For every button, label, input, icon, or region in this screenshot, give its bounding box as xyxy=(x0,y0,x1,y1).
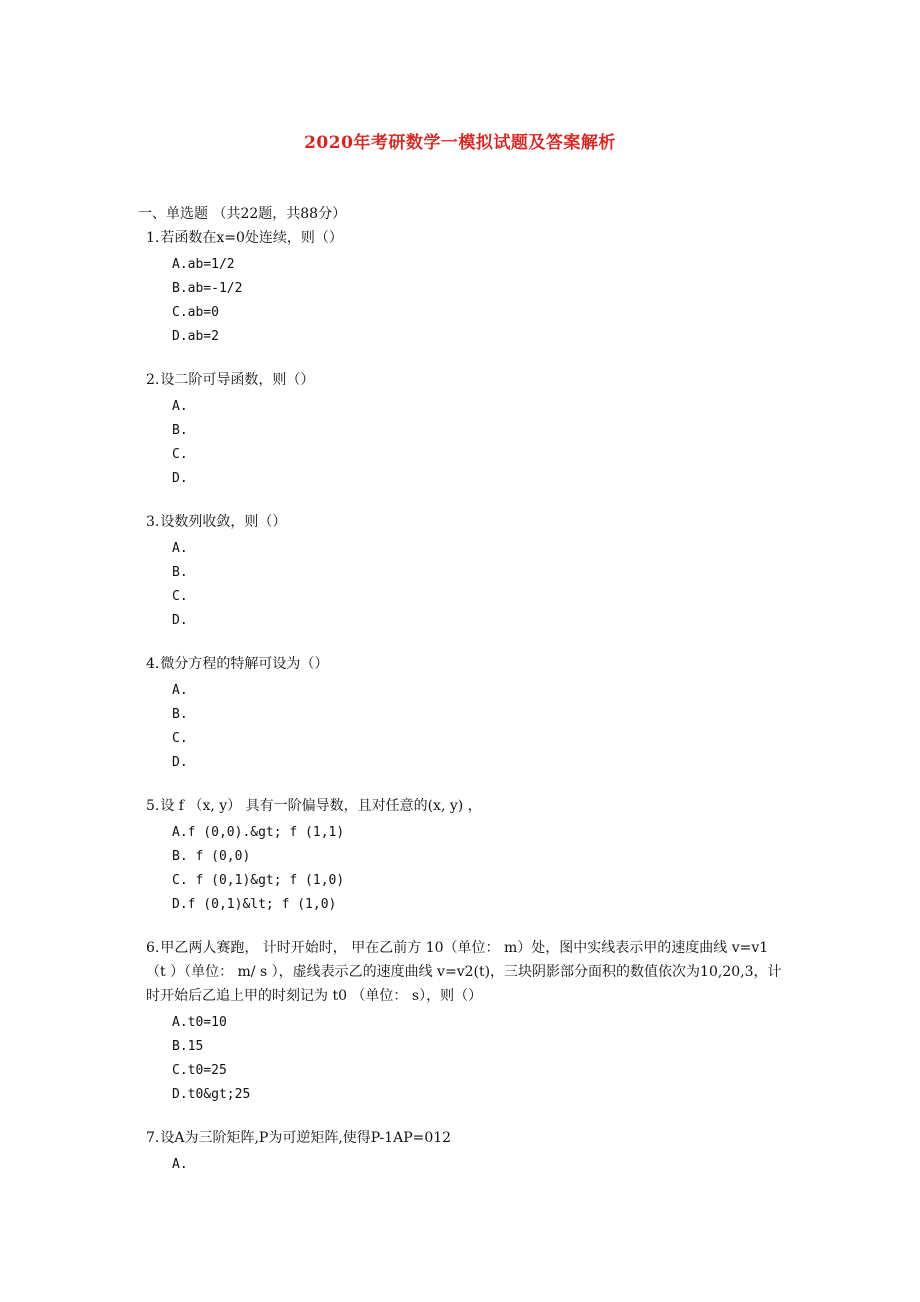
option-b[interactable]: B.15 xyxy=(172,1039,204,1054)
option-a[interactable]: A.t0=10 xyxy=(172,1015,227,1030)
question-3 xyxy=(146,510,786,633)
option-list xyxy=(172,1011,786,1107)
section-heading: 一、单选题 （共22题，共88分） xyxy=(138,206,347,222)
option-c[interactable]: C.t0=25 xyxy=(172,1063,227,1078)
option-list xyxy=(172,395,786,491)
question-text: 微分方程的特解可设为（） xyxy=(160,656,329,672)
option-c[interactable]: C.ab=0 xyxy=(172,305,219,320)
question-list xyxy=(146,226,786,1196)
option-d[interactable]: D.f (0,1)&lt; f (1,0) xyxy=(172,897,337,912)
option-b[interactable]: B. xyxy=(172,707,188,722)
option-list xyxy=(172,1153,786,1177)
option-d[interactable]: D.ab=2 xyxy=(172,329,219,344)
option-c[interactable]: C. f (0,1)&gt; f (1,0) xyxy=(172,873,345,888)
option-a[interactable]: A.ab=1/2 xyxy=(172,257,235,272)
question-number: 7. xyxy=(146,1130,160,1146)
option-a[interactable]: A. xyxy=(172,683,188,698)
question-stem xyxy=(146,368,786,392)
option-b[interactable]: B. f (0,0) xyxy=(172,849,251,864)
option-d[interactable]: D. xyxy=(172,613,188,628)
question-stem xyxy=(146,226,786,250)
option-c[interactable]: C. xyxy=(172,589,188,604)
question-1 xyxy=(146,226,786,349)
question-text: 设A为三阶矩阵,P为可逆矩阵,使得P-1AP=012 xyxy=(160,1130,452,1146)
option-a[interactable]: A.f (0,0).&gt; f (1,1) xyxy=(172,825,345,840)
option-d[interactable]: D. xyxy=(172,755,188,770)
question-stem xyxy=(146,510,786,534)
question-stem xyxy=(146,936,786,1008)
page-title: 2020年考研数学一模拟试题及答案解析 xyxy=(304,133,616,153)
question-6 xyxy=(146,936,786,1107)
option-d[interactable]: D.t0&gt;25 xyxy=(172,1087,251,1102)
question-text: 设 f （x, y） 具有一阶偏导数，且对任意的(x, y) ， xyxy=(160,798,482,814)
question-number: 1. xyxy=(146,230,160,246)
question-number: 2. xyxy=(146,372,160,388)
question-number: 6. xyxy=(146,940,160,956)
option-a[interactable]: A. xyxy=(172,1157,188,1172)
question-number: 4. xyxy=(146,656,160,672)
option-list xyxy=(172,537,786,633)
question-5 xyxy=(146,794,786,917)
option-d[interactable]: D. xyxy=(172,471,188,486)
question-4 xyxy=(146,652,786,775)
option-b[interactable]: B. xyxy=(172,565,188,580)
question-number: 5. xyxy=(146,798,160,814)
option-list xyxy=(172,821,786,917)
question-stem xyxy=(146,1126,786,1150)
option-a[interactable]: A. xyxy=(172,399,188,414)
option-b[interactable]: B.ab=-1/2 xyxy=(172,281,243,296)
option-c[interactable]: C. xyxy=(172,447,188,462)
option-a[interactable]: A. xyxy=(172,541,188,556)
question-text: 若函数在x=0处连续，则（） xyxy=(160,230,343,246)
question-text: 设二阶可导函数，则（） xyxy=(160,372,315,388)
question-stem xyxy=(146,794,786,818)
option-list xyxy=(172,679,786,775)
question-2 xyxy=(146,368,786,491)
option-c[interactable]: C. xyxy=(172,731,188,746)
question-text: 设数列收敛，则（） xyxy=(160,514,287,530)
question-text: 甲乙两人赛跑， 计时开始时， 甲在乙前方 10（单位： m）处，图中实线表示甲的速度曲线 v=v1 （t ）（单位： m/ s ），虚线表示乙的速度曲线 v=v2(t)，三块阴影部分面积的数值依次为10,20,3，计时开始后乙追上甲的时刻记为 t0 （单位： s），则（） xyxy=(146,940,782,1004)
question-stem xyxy=(146,652,786,676)
question-number: 3. xyxy=(146,514,160,530)
option-list xyxy=(172,253,786,349)
option-b[interactable]: B. xyxy=(172,423,188,438)
question-7 xyxy=(146,1126,786,1177)
